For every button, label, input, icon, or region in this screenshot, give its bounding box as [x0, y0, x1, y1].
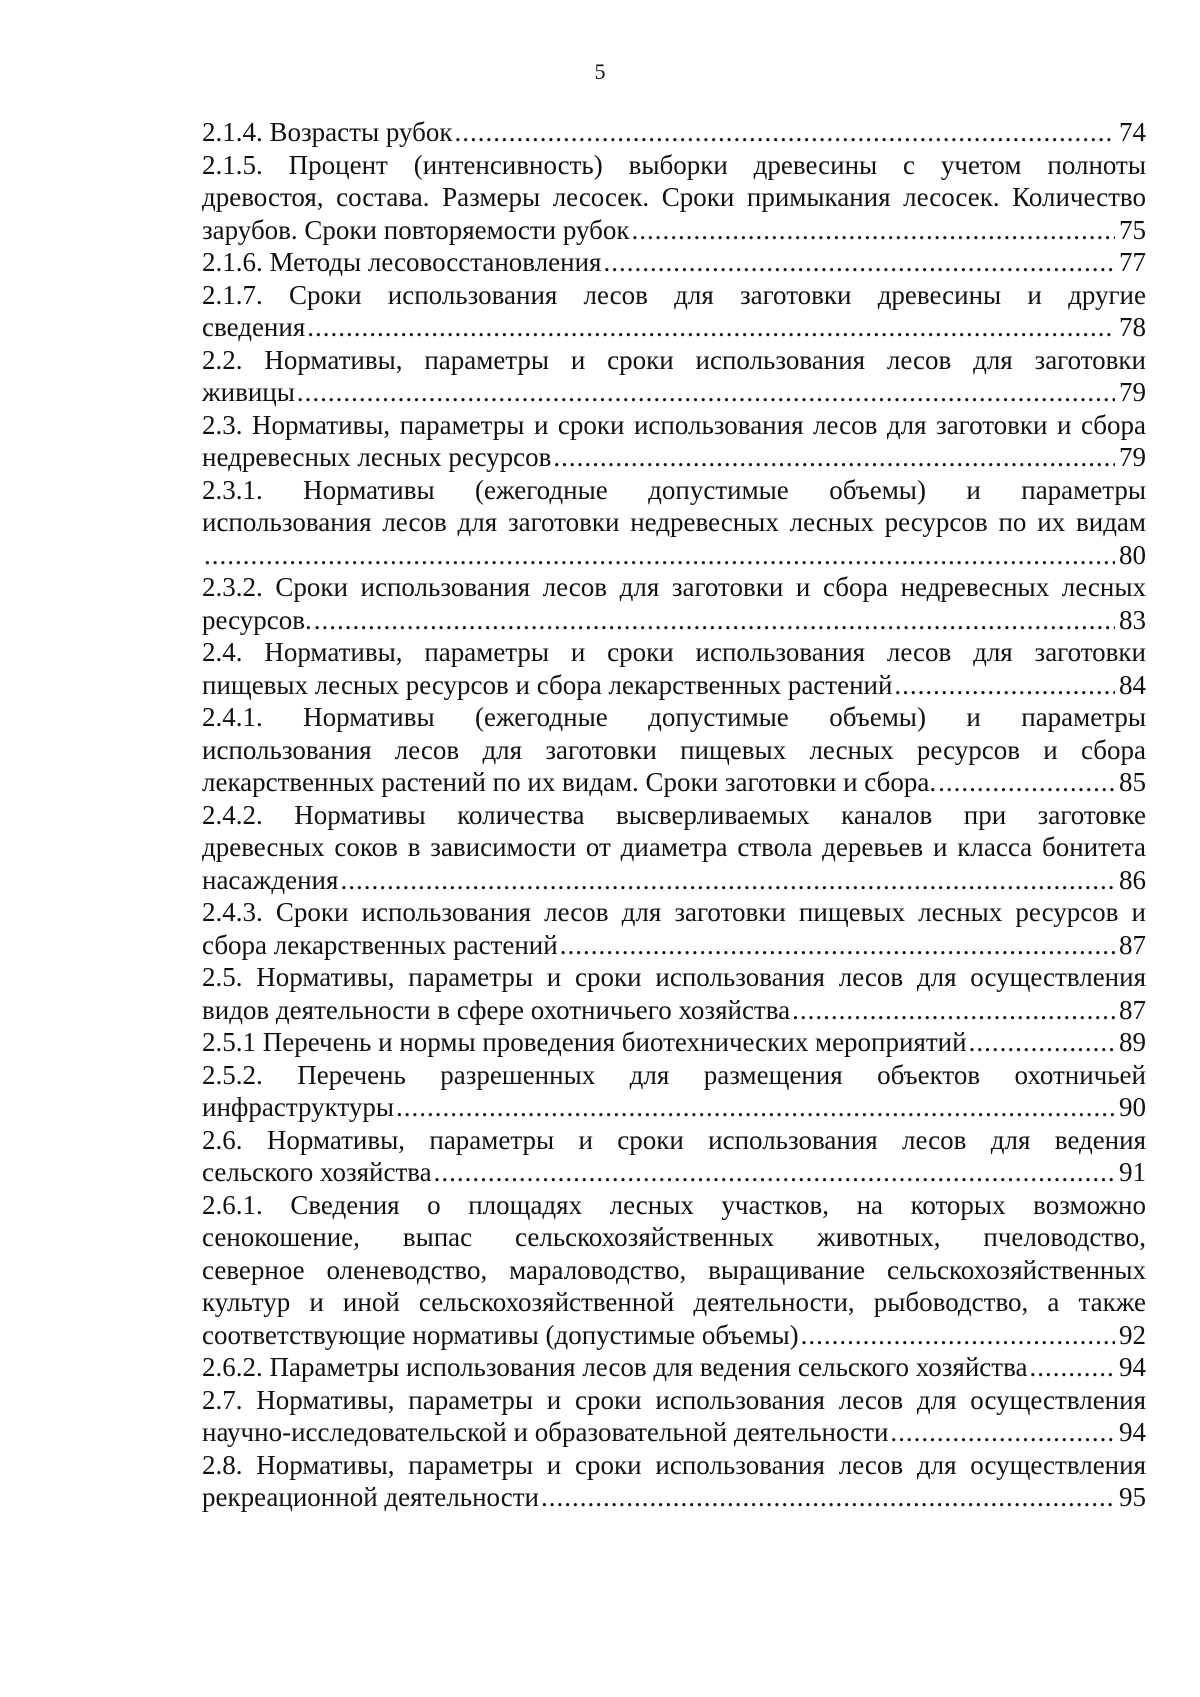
toc-entry-last-line: [202, 441, 1146, 474]
toc-entry-line: 2.3.2. Сроки использования лесов для заготовки и сбора недревесных лесных: [202, 572, 1146, 602]
dot-leader: [890, 1416, 1115, 1449]
toc-entry-title: сельского хозяйства: [202, 1157, 432, 1187]
toc-entry-last-line: [202, 929, 1146, 962]
toc-entry-page: 79: [1119, 442, 1146, 472]
toc-entry-title: 2.1.6. Методы лесовосстановления: [202, 247, 602, 277]
toc-entry-title: 2.5.1 Перечень и нормы проведения биотехнических мероприятий: [202, 1027, 967, 1057]
dot-leader: [1029, 1351, 1115, 1384]
toc-entry[interactable]: [202, 149, 1146, 247]
toc-entry[interactable]: [202, 896, 1146, 961]
toc-entry-line: культур и иной сельскохозяйственной деятельности, рыбоводство, а также: [202, 1287, 1146, 1317]
toc-entry-last-line: [202, 604, 1146, 637]
toc-entry-last-line: [202, 1156, 1146, 1189]
toc-entry-title: пищевых лесных ресурсов и сбора лекарственных растений: [202, 669, 893, 700]
toc-entry-title: 2.6.2. Параметры использования лесов для ведения сельского хозяйства: [202, 1352, 1028, 1382]
toc-entry-line: 2.4.3. Сроки использования лесов для заготовки пищевых лесных ресурсов и: [202, 897, 1146, 927]
toc-entry[interactable]: [202, 474, 1146, 572]
toc-entry-last-line: [202, 1351, 1146, 1384]
toc-entry[interactable]: [202, 1026, 1146, 1059]
toc-entry-line: 2.5. Нормативы, параметры и сроки использования лесов для осуществления: [202, 962, 1146, 992]
toc-entry-page: 83: [1119, 604, 1146, 635]
dot-leader: [297, 376, 1115, 409]
toc-entry-line: 2.8. Нормативы, параметры и сроки использования лесов для осуществления: [202, 1449, 1146, 1480]
toc-entry-title: видов деятельности в сфере охотничьего хозяйства: [202, 994, 791, 1025]
toc-entry-last-line: [202, 864, 1146, 897]
toc-entry-page: 94: [1119, 1352, 1146, 1382]
dot-leader: [396, 1091, 1115, 1124]
toc-entry-page: 86: [1119, 864, 1146, 895]
toc-entry[interactable]: [202, 1449, 1146, 1514]
dot-leader: [314, 604, 1115, 637]
toc-entry[interactable]: [202, 961, 1146, 1026]
dot-leader: [307, 311, 1115, 344]
toc-entry[interactable]: [202, 1351, 1146, 1384]
toc-entry-page: 87: [1119, 929, 1146, 960]
toc-entry-last-line: [202, 1416, 1146, 1449]
toc-entry[interactable]: [202, 409, 1146, 474]
toc-entry-line: 2.1.5. Процент (интенсивность) выборки древесины с учетом полноты: [202, 149, 1146, 180]
toc-entry-page: 89: [1119, 1027, 1146, 1057]
toc-entry-line: 2.6.1. Сведения о площадях лесных участков, на которых возможно: [202, 1189, 1146, 1220]
toc-entry-last-line: [202, 214, 1146, 247]
toc-entry-page: 75: [1119, 214, 1146, 245]
toc-entry-line: 2.2. Нормативы, параметры и сроки использования лесов для заготовки: [202, 344, 1146, 375]
toc-entry[interactable]: [202, 636, 1146, 701]
dot-leader: [894, 669, 1115, 702]
dot-leader: [204, 539, 1115, 572]
toc-entry[interactable]: [202, 246, 1146, 279]
dot-leader: [541, 1481, 1115, 1514]
dot-leader: [603, 246, 1115, 279]
toc-entry-line: 2.6. Нормативы, параметры и сроки использования лесов для ведения: [202, 1124, 1146, 1155]
toc-entry-last-line: [202, 1319, 1146, 1352]
toc-entry-title: 2.1.4. Возрасты рубок: [202, 117, 453, 147]
toc-entry-title: живицы: [202, 377, 295, 407]
toc-entry-title: научно-исследовательской и образовательной деятельности: [202, 1417, 889, 1447]
toc-entry-page: 78: [1119, 312, 1146, 342]
dot-leader: [632, 214, 1115, 247]
toc-entry-title: соответствующие нормативы (допустимые объемы): [202, 1319, 799, 1350]
toc-entry-title: инфраструктуры: [202, 1092, 394, 1122]
toc-entry-line: 2.1.7. Сроки использования лесов для заготовки древесины и другие: [202, 279, 1146, 310]
toc-entry-page: 77: [1119, 247, 1146, 277]
toc-entry-last-line: [202, 376, 1146, 409]
dot-leader: [792, 994, 1115, 1027]
toc-entry-last-line: [202, 994, 1146, 1027]
dot-leader: [340, 864, 1115, 897]
toc-entry-last-line: [202, 1091, 1146, 1124]
toc-entry-line: 2.3.1. Нормативы (ежегодные допустимые объемы) и параметры: [202, 474, 1146, 505]
toc-entry-last-line: [202, 1481, 1146, 1514]
toc-entry-line: сенокошение, выпас сельскохозяйственных животных, пчеловодство,: [202, 1222, 1146, 1252]
toc-entry-last-line: [202, 539, 1146, 572]
dot-leader: [434, 1156, 1115, 1189]
toc-entry-page: 84: [1119, 669, 1146, 700]
toc-entry-title: недревесных лесных ресурсов: [202, 442, 552, 472]
toc-entry[interactable]: [202, 279, 1146, 344]
toc-entry-title: рекреационной деятельности: [202, 1482, 539, 1512]
toc-entry-line: северное оленеводство, мараловодство, выращивание сельскохозяйственных: [202, 1254, 1146, 1285]
toc-entry-line: 2.5.2. Перечень разрешенных для размещения объектов охотничьей: [202, 1059, 1146, 1090]
toc-entry[interactable]: [202, 1059, 1146, 1124]
toc-entry-last-line: [202, 766, 1146, 799]
toc-entry[interactable]: [202, 1124, 1146, 1189]
toc-entry-last-line: [202, 311, 1146, 344]
toc-entry-page: 92: [1119, 1319, 1146, 1350]
toc-entry[interactable]: [202, 1189, 1146, 1352]
toc-entry-title: сбора лекарственных растений: [202, 929, 558, 960]
toc-entry-line: использования лесов для заготовки недревесных лесных ресурсов по их видам: [202, 507, 1146, 537]
toc-entry-line: 2.4.2. Нормативы количества высверливаемых каналов при заготовке: [202, 799, 1146, 830]
toc-entry-page: 87: [1119, 994, 1146, 1025]
toc-entry-line: 2.3. Нормативы, параметры и сроки использования лесов для заготовки и сбора: [202, 409, 1146, 440]
toc-entry[interactable]: [202, 701, 1146, 799]
toc-entry-page: 85: [1119, 767, 1146, 797]
toc-entry[interactable]: [202, 571, 1146, 636]
toc-entry-title: ресурсов.: [202, 604, 312, 635]
toc-entry-line: 2.4. Нормативы, параметры и сроки использования лесов для заготовки: [202, 637, 1146, 667]
toc-entry-line: 2.4.1. Нормативы (ежегодные допустимые объемы) и параметры: [202, 702, 1146, 732]
dot-leader: [801, 1319, 1115, 1352]
toc-entry-page: 74: [1119, 117, 1146, 147]
toc-entry[interactable]: [202, 1384, 1146, 1449]
toc-entry-title: сведения: [202, 312, 306, 342]
toc-entry-last-line: [202, 246, 1146, 279]
toc-entry-last-line: [202, 669, 1146, 702]
toc-entry[interactable]: [202, 799, 1146, 897]
table-of-contents: [202, 116, 1146, 1514]
toc-entry-title: зарубов. Сроки повторяемости рубок: [202, 214, 630, 245]
dot-leader: [969, 1026, 1115, 1059]
dot-leader: [938, 766, 1115, 799]
toc-entry-last-line: [202, 1026, 1146, 1059]
toc-entry-last-line: [202, 116, 1146, 149]
toc-entry[interactable]: [202, 116, 1146, 149]
toc-entry-line: 2.7. Нормативы, параметры и сроки использования лесов для осуществления: [202, 1384, 1146, 1415]
toc-entry-title: насаждения: [202, 864, 339, 895]
toc-entry[interactable]: [202, 344, 1146, 409]
toc-entry-line: древостоя, состава. Размеры лесосек. Сроки примыкания лесосек. Количество: [202, 182, 1146, 212]
toc-entry-page: 91: [1119, 1157, 1146, 1187]
toc-entry-page: 90: [1119, 1092, 1146, 1122]
dot-leader: [454, 116, 1115, 149]
dot-leader: [560, 929, 1115, 962]
toc-entry-page: 94: [1119, 1417, 1146, 1447]
toc-entry-page: 79: [1119, 377, 1146, 407]
toc-entry-line: древесных соков в зависимости от диаметра ствола деревьев и класса бонитета: [202, 832, 1146, 862]
toc-entry-page: 80: [1119, 539, 1146, 570]
toc-entry-page: 95: [1119, 1482, 1146, 1512]
page-number: 5: [594, 59, 606, 84]
toc-entry-line: использования лесов для заготовки пищевых лесных ресурсов и сбора: [202, 734, 1146, 765]
toc-entry-title: лекарственных растений по их видам. Сроки заготовки и сбора.: [202, 767, 937, 797]
dot-leader: [553, 441, 1115, 474]
